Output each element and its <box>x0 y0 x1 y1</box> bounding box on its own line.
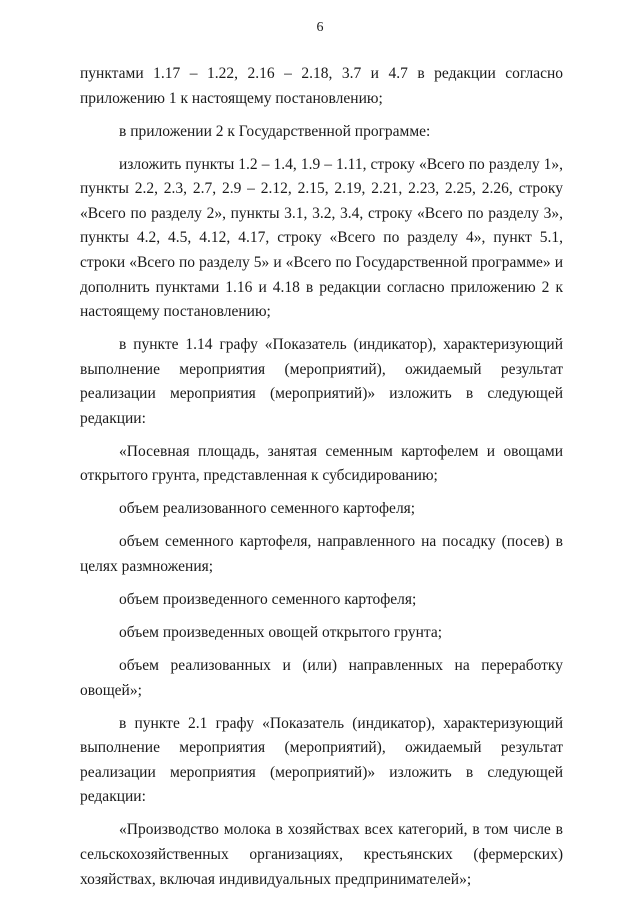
paragraph: пунктами 1.17 – 1.22, 2.16 – 2.18, 3.7 и 4.7 в редакции согласно приложению 1 к настоящему постановлению; <box>80 65 563 107</box>
paragraph: объем семенного картофеля, направленного на посадку (посев) в целях размножения; <box>80 533 563 576</box>
paragraph: в пункте 2.1 графу «Показатель (индикатор), характеризующий выполнение мероприятия (мероприятий), ожидаемый результат реализации мероприятия (мероприятий)» изложить в следующей редакции: <box>80 714 563 806</box>
paragraph: объем произведенных овощей открытого грунта; <box>119 624 443 641</box>
paragraph: изложить пункты 1.2 – 1.4, 1.9 – 1.11, строку «Всего по разделу 1», пункты 2.2, 2.3, 2.7, 2.9 – 2.12, 2.15, 2.19, 2.21, 2.23, 2.25, 2.26, строку «Всего по разделу 2», пункты 3.1, 3.2, 3.4, строку «Всего по разделу 3», пункты 4.2, 4.5, 4.12, 4.17, строку «Всего по разделу 4», пункт 5.1, строки «Всего по разделу 5» и «Всего по Государственной программе» и дополнить пунктами 1.16 и 4.18 в редакции согласно приложению 2 к настоящему постановлению; <box>80 155 563 321</box>
paragraph: объем реализованного семенного картофеля; <box>119 500 416 518</box>
paragraph: «Посевная площадь, занятая семенным картофелем и овощами открытого грунта, представленная к субсидированию; <box>80 442 563 485</box>
paragraph: в пункте 1.14 графу «Показатель (индикатор), характеризующий выполнение мероприятия (мероприятий), ожидаемый результат реализации мероприятия (мероприятий)» изложить в следующей редакции: <box>80 336 563 427</box>
document-body <box>80 62 563 901</box>
page-number: 6 <box>316 20 324 35</box>
paragraph: в приложении 2 к Государственной программе: <box>119 122 431 140</box>
paragraph: объем реализованных и (или) направленных на переработку овощей»; <box>80 656 563 699</box>
paragraph: объем произведенного семенного картофеля; <box>119 591 417 609</box>
paragraph: «Производство молока в хозяйствах всех категорий, в том числе в сельскохозяйственных организациях, крестьянских (фермерских) хозяйствах, включая индивидуальных предпринимателей»; <box>80 821 563 888</box>
